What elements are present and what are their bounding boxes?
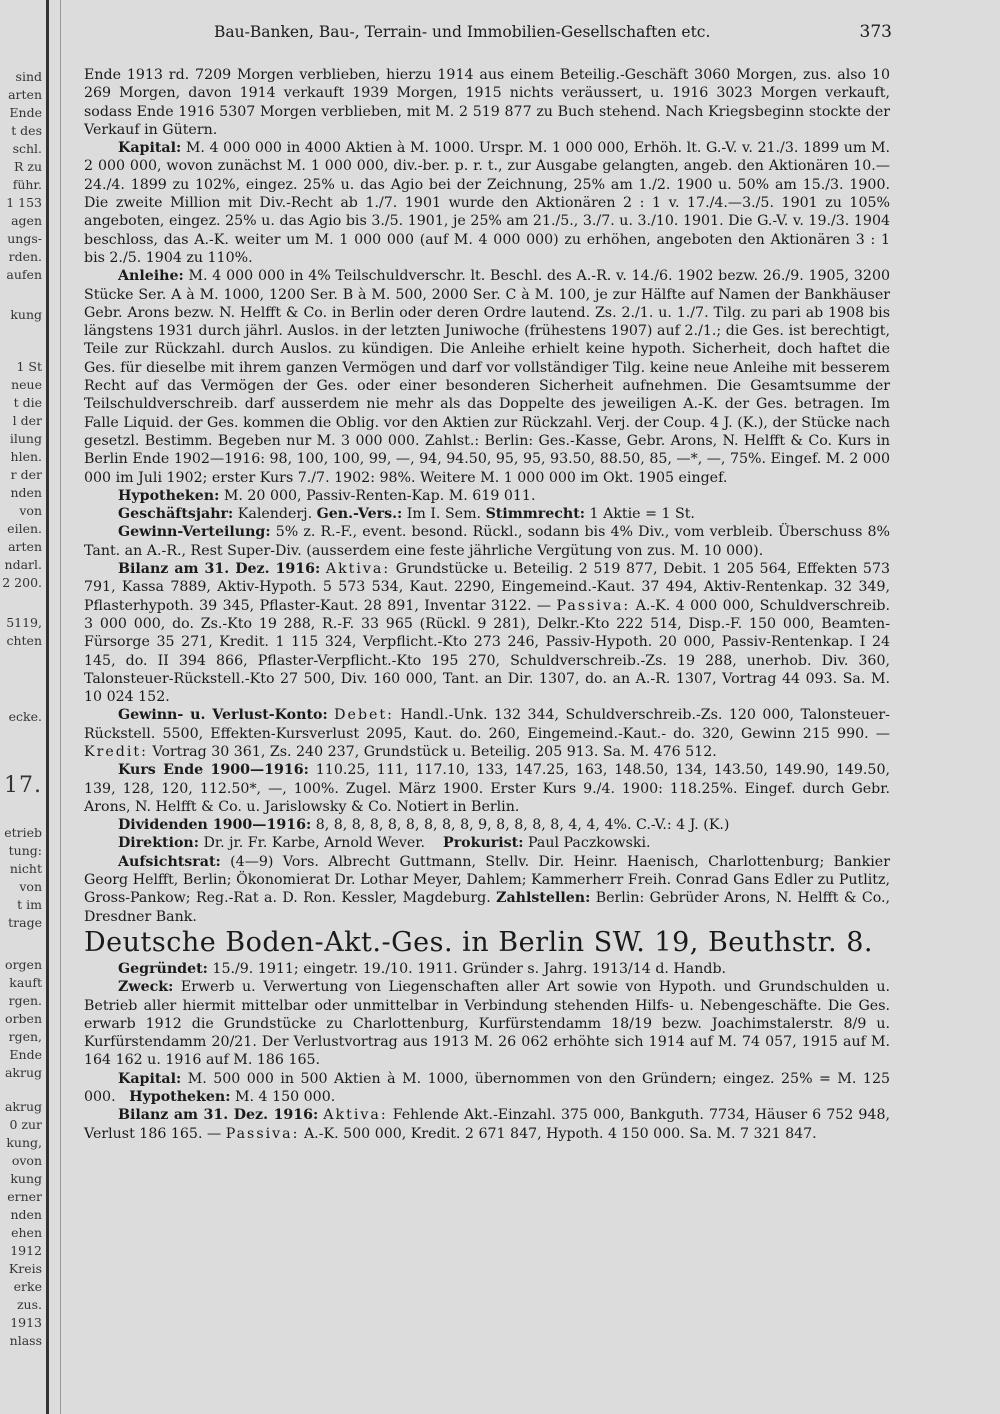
stimmrecht-text: 1 Aktie = 1 St. [589, 506, 695, 523]
header-title: Bau-Banken, Bau-, Terrain- und Immobilien-Gesellschaften etc. [214, 23, 711, 41]
anleihe-paragraph [84, 267, 890, 487]
margin-fragment: 0 zur [9, 1117, 42, 1132]
margin-fragment: sind [15, 69, 42, 84]
anleihe-label: Anleihe: [118, 268, 184, 285]
bilanz2-passiva-label: Passiva: [225, 1125, 300, 1142]
margin-fragment: ungs- [7, 231, 42, 246]
margin-fragment: aufen [6, 267, 42, 282]
hypotheken-paragraph [84, 487, 890, 505]
gutter-shadow [46, 0, 49, 1414]
gegruendet-text: 15./9. 1911; eingetr. 19./10. 1911. Gründer s. Jahrg. 1913/14 d. Handb. [212, 960, 727, 977]
gegruendet-paragraph [84, 960, 890, 978]
intro-paragraph: Ende 1913 rd. 7209 Morgen verblieben, hierzu 1914 aus einem Beteilig.-Geschäft 3060 Morgen, zus. also 10 269 Morgen, davon 1914 verkauft 1939 Morgen, 1915 nichts veräussert, u. 1916 3023 Morgen verkauft, sodass Ende 1916 5307 Morgen verblieben, mit M. 2 519 877 zu Buch stehend. Nach Kriegsbeginn stockte der Verkauf in Gütern. [84, 67, 890, 138]
margin-fragment: etrieb [4, 825, 42, 840]
zahlstellen-label: Zahlstellen: [496, 890, 591, 907]
bilanz-label: Bilanz am 31. Dez. 1916: [118, 561, 321, 578]
kapital2-label: Kapital: [118, 1070, 182, 1087]
margin-fragment: Kreis [8, 1261, 42, 1276]
kurse-paragraph [84, 761, 890, 816]
bilanz-aktiva-label: Aktiva: [325, 561, 391, 578]
margin-fragment: nlass [9, 1333, 42, 1348]
gewinn-label: Gewinn-Verteilung: [118, 524, 271, 541]
margin-fragment: 2 200. [2, 575, 42, 590]
margin-fragment: arten [8, 539, 42, 554]
bilanz2-passiva-text: A.-K. 500 000, Kredit. 2 671 847, Hypoth. 4 150 000. Sa. M. 7 321 847. [303, 1125, 817, 1142]
margin-fragment: 17. [4, 773, 42, 798]
direktion-text: Dr. jr. Fr. Karbe, Arnold Wever. [203, 835, 425, 852]
margin-fragment: tung: [8, 843, 42, 858]
margin-fragment: 1913 [10, 1315, 42, 1330]
margin-fragment: ovon [11, 1153, 42, 1168]
margin-fragment: von [19, 503, 42, 518]
company-heading: Deutsche Boden-Akt.-Ges. in Berlin SW. 19, Beuthstr. 8. [84, 926, 873, 958]
left-margin-neighbor-page [0, 0, 44, 1414]
hypotheken-label: Hypotheken: [118, 487, 220, 504]
page-number: 373 [859, 22, 892, 42]
margin-fragment: erner [7, 1189, 42, 1204]
margin-fragment: ecke. [8, 709, 42, 724]
margin-fragment: 1 St [16, 359, 42, 374]
margin-fragment: rgen, [8, 1029, 42, 1044]
margin-fragment: 5119, [6, 615, 42, 630]
margin-fragment: t die [13, 395, 42, 410]
margin-fragment: 1912 [10, 1243, 42, 1258]
gegruendet-label: Gegründet: [118, 960, 208, 977]
margin-fragment: rgen. [8, 993, 42, 1008]
zweck-paragraph [84, 978, 890, 1069]
margin-fragment: kauft [9, 975, 42, 990]
margin-fragment: kung, [6, 1135, 42, 1150]
hypotheken2-label: Hypotheken: [129, 1089, 231, 1106]
margin-fragment: nden [10, 485, 42, 500]
bilanz2-aktiva-text: Fehlende Akt.-Einzahl. 375 000, Bankguth. 7734, Häuser 6 752 948, Verlust 186 165. — [84, 1107, 890, 1142]
margin-fragment: r der [10, 467, 42, 482]
aufsichtsrat-text: (4—9) Vors. Albrecht Guttmann, Stellv. Dir. Heinr. Haenisch, Charlottenburg; Bankier Georg Helfft, Berlin; Ökonomierat Dr. Lothar Meyer, Dahlem; Kammerherr Freih. Conrad Gans Edler zu Putlitz, Gross-Pankow; Reg.-Rat a. D. Ron. Kessler, Magdeburg. [84, 853, 890, 907]
margin-fragment: eilen. [7, 521, 42, 536]
kapital-text: M. 4 000 000 in 4000 Aktien à M. 1000. Urspr. M. 1 000 000, Erhöh. lt. G.-V. v. 21./3. 1899 um M. 2 000 000, wovon zunächst M. 1 000 000, div.-ber. p. r. t., zur Ausgabe gelangten, angeb. den Aktionären 10.—24./4. 1899 zu 102%, eingez. 25% u. das Agio bei der Zeichnung, 25% am 1./2. 1900 u. 50% am 15./3. 1900. Die zweite Million mit Div.-Recht ab 1./7. 1901 wurde den Aktionären 2 : 1 v. 17./4.—3./5. 1901 zu 105% angeboten, eingez. 25% u. das Agio bis 3./5. 1901, je 25% am 21./5., 3./7. u. 3./10. 1901. Die G.-V. v. 19./3. 1904 beschloss, das A.-K. weiter um M. 1 000 000 (auf M. 4 000 000) zu erhöhen, angeboten den Aktionären 3 : 1 bis 2./5. 1904 zu 110%. [84, 140, 890, 266]
margin-fragment: neue [11, 377, 42, 392]
bilanz2-label: Bilanz am 31. Dez. 1916: [118, 1107, 319, 1124]
guv-debet-text: Handl.-Unk. 132 344, Schuldverschreib.-Zs. 120 000, Talonsteuer-Rückstell. 5500, Effekten-Kursverlust 2095, Kaut. do. 260, Eingemeind.-Kaut.- do. 320, Gewinn 215 990. — [84, 707, 890, 742]
margin-fragment: nden [10, 1207, 42, 1222]
kapital-paragraph [84, 139, 890, 267]
guv-paragraph [84, 706, 890, 761]
margin-fragment: 1 153 [6, 195, 42, 210]
gewinn-paragraph [84, 523, 890, 560]
margin-fragment: zus. [16, 1297, 42, 1312]
geschaeftsjahr-paragraph [84, 505, 890, 523]
bilanz-aktiva-text: Grundstücke u. Beteilig. 2 519 877, Debit. 1 205 564, Effekten 573 791, Kassa 7889, Aktiv-Hypoth. 5 573 534, Kaut. 2290, Eingemeind.-Kaut. 37 494, Aktiv-Rentenkap. 32 349, Pflasterhypoth. 39 345, Pflaster-Kaut. 28 891, Inventar 3122. — [84, 561, 891, 614]
margin-fragment: chten [6, 633, 42, 648]
margin-fragment: orben [5, 1011, 42, 1026]
zweck-text: Erwerb u. Verwertung von Liegenschaften aller Art sowie von Hypoth. und Grundschulden u. Betrieb aller hiermit mittelbar oder unmittelbar in Verbindung stehenden Hilfs- u. Nebengeschäfte. Die Ges. erwarb 1912 die Grundstücke zu Charlottenburg, Kurfürstendamm 18/19 bezw. Joachimstalerstr. 8/9 u. Kurfürstendamm 20/21. Der Verlustvortrag aus 1913 M. 26 062 erhöhte sich 1914 auf M. 74 057, 1915 auf M. 164 162 u. 1916 auf M. 186 165. [84, 979, 890, 1069]
direktion-paragraph [84, 834, 890, 852]
kurse-text: 110.25, 111, 117.10, 133, 147.25, 163, 148.50, 134, 143.50, 149.90, 149.50, 139, 128, 120, 112.50*, —, 100%. Zugel. März 1900. Erster Kurs 9./4. 1900: 118.25%. Eingef. durch Gebr. Arons, N. Helfft & Co. u. Jarislowsky & Co. Notiert in Berlin. [84, 762, 890, 815]
margin-fragment: t des [11, 123, 42, 138]
running-header [84, 20, 892, 44]
margin-fragment: von [19, 879, 42, 894]
dividenden-label: Dividenden 1900—1916: [118, 817, 312, 834]
kapital2-paragraph [84, 1070, 890, 1107]
margin-fragment: schl. [12, 141, 42, 156]
margin-fragment: l der [12, 413, 42, 428]
bilanz-passiva-text: A.-K. 4 000 000, Schuldverschreib. 3 000 000, do. Zs.-Kto 19 288, R.-F. 33 965 (Rückl. 9 281), Delkr.-Kto 222 514, Disp.-F. 150 000, Beamten-Fürsorge 35 271, Kredit. 1 115 324, Verpflicht.-Kto 273 246, Passiv-Hypoth. 20 000, Passiv-Rentenkap. I 24 145, do. II 394 866, Pflaster-Verpflicht.-Kto 195 270, Schuldverschreib.-Zs. 19 288, unerhob. Div. 360, Talonsteuer-Rückstell.-Kto 27 500, Div. 160 000, Tant. an Dir. 1307, do. an A.-R. 1307, Vortrag 44 093. Sa. M. 10 024 152. [84, 597, 890, 706]
bilanz-passiva-label: Passiva: [556, 597, 631, 614]
hypotheken2-text: M. 4 150 000. [234, 1089, 336, 1106]
direktion-label: Direktion: [118, 835, 199, 852]
kurse-label: Kurs Ende 1900—1916: [118, 762, 309, 779]
genvers-text: Im I. Sem. [406, 506, 482, 523]
margin-fragment: nicht [9, 861, 42, 876]
aufsichtsrat-label: Aufsichtsrat: [118, 853, 221, 870]
margin-fragment: kung [10, 1171, 42, 1186]
geschaeftsjahr-text: Kalenderj. [237, 506, 313, 523]
margin-fragment: agen [11, 213, 42, 228]
margin-fragment: orgen [5, 957, 42, 972]
margin-fragment: Ende [9, 105, 42, 120]
genvers-label: Gen.-Vers.: [316, 506, 403, 523]
gutter-line [60, 0, 61, 1414]
guv-kredit-text: Vortrag 30 361, Zs. 240 237, Grundstück u. Beteilig. 205 913. Sa. M. 476 512. [152, 743, 717, 760]
margin-fragment: t im [17, 897, 42, 912]
margin-fragment: akrug [4, 1065, 42, 1080]
margin-fragment: R zu [13, 159, 42, 174]
margin-fragment: ilung [9, 431, 42, 446]
gewinn-text: 5% z. R.-F., event. besond. Rückl., sodann bis 4% Div., vom verbleib. Überschuss 8% Tant. an A.-R., Rest Super-Div. (ausserdem eine feste jährliche Vergütung von zus. M. 10 000). [84, 524, 890, 559]
guv-kredit-label: Kredit: [84, 743, 148, 760]
dividenden-paragraph [84, 816, 890, 834]
margin-fragment: ehen [11, 1225, 42, 1240]
main-text [84, 66, 890, 1143]
prokurist-label: Prokurist: [443, 835, 524, 852]
bilanz2-paragraph [84, 1106, 890, 1143]
margin-fragment: führ. [12, 177, 42, 192]
margin-fragment: kung [10, 307, 42, 322]
aufsichtsrat-paragraph [84, 853, 890, 926]
hypotheken-text: M. 20 000, Passiv-Renten-Kap. M. 619 011. [223, 487, 536, 504]
margin-fragment: akrug [4, 1099, 42, 1114]
guv-debet-label: Debet: [334, 707, 394, 724]
stimmrecht-label: Stimmrecht: [485, 506, 586, 523]
prokurist-text: Paul Paczkowski. [527, 835, 651, 852]
margin-fragment: Ende [9, 1047, 42, 1062]
bilanz2-aktiva-label: Aktiva: [323, 1107, 388, 1124]
bilanz-paragraph [84, 560, 890, 706]
zweck-label: Zweck: [118, 979, 174, 996]
margin-fragment: ndarl. [4, 557, 42, 572]
margin-fragment: erke [13, 1279, 42, 1294]
anleihe-text: M. 4 000 000 in 4% Teilschuldverschr. lt. Beschl. des A.-R. v. 14./6. 1902 bezw. 26./9. 1905, 3200 Stücke Ser. A à M. 1000, 1200 Ser. B à M. 500, 2000 Ser. C à M. 100, je zur Hälfte auf Namen der Bankhäuser Gebr. Arons bezw. N. Helfft & Co. in Berlin oder deren Ordre lautend. Zs. 2./1. u. 1./7. Tilg. zu pari ab 1908 bis längstens 1931 durch jährl. Auslos. in der letzten Juniwoche (frühestens 1907) auf 2./1.; die Ges. ist berechtigt, Teile zur Rückzahl. durch Auslos. zu kündigen. Die Anleihe erhielt keine hypoth. Sicherheit, doch haftet die Ges. für dieselbe mit ihrem ganzen Vermögen und darf vor vollständiger Tilg. keine neue Anleihe mit besserem Recht auf das Vermögen der Ges. oder einer besonderen Sicherheit aufnehmen. Die Gesamtsumme der Teilschuldverschreib. darf ausserdem nie mehr als das Doppelte des jeweiligen A.-K. der Ges. betragen. Im Falle Liquid. der Ges. kommen die Oblig. vor den Aktien zur Rückzahl. Verj. der Coup. 4 J. (K.), der Stücke nach gesetzl. Bestimm. Begeben nur M. 3 000 000. Zahlst.: Berlin: Ges.-Kasse, Gebr. Arons, N. Helfft & Co. Kurs in Berlin Ende 1902—1916: 98, 100, 100, 99, —, 94, 94.50, 95, 95, 93.50, 88.50, 85, —*, —, 75%. Eingef. M. 2 000 000 im Juli 1902; erster Kurs 7./7. 1902: 98%. Weitere M. 1 000 000 im Okt. 1905 eingef. [84, 268, 890, 486]
geschaeftsjahr-label: Geschäftsjahr: [118, 506, 234, 523]
kapital2-text: M. 500 000 in 500 Aktien à M. 1000, übernommen von den Gründern; eingez. 25% = M. 125 000. [84, 1070, 890, 1106]
margin-fragment: hlen. [10, 449, 42, 464]
margin-fragment: rden. [8, 249, 42, 264]
margin-fragment: arten [8, 87, 42, 102]
dividenden-text: 8, 8, 8, 8, 8, 8, 8, 8, 8, 9, 8, 8, 8, 8, 4, 4, 4%. C.-V.: 4 J. (K.) [315, 817, 730, 834]
margin-fragment: trage [8, 915, 42, 930]
zahlstellen-text: Berlin: Gebrüder Arons, N. Helfft & Co., Dresdner Bank. [84, 890, 891, 925]
kapital-label: Kapital: [118, 140, 182, 157]
guv-label: Gewinn- u. Verlust-Konto: [118, 707, 328, 724]
